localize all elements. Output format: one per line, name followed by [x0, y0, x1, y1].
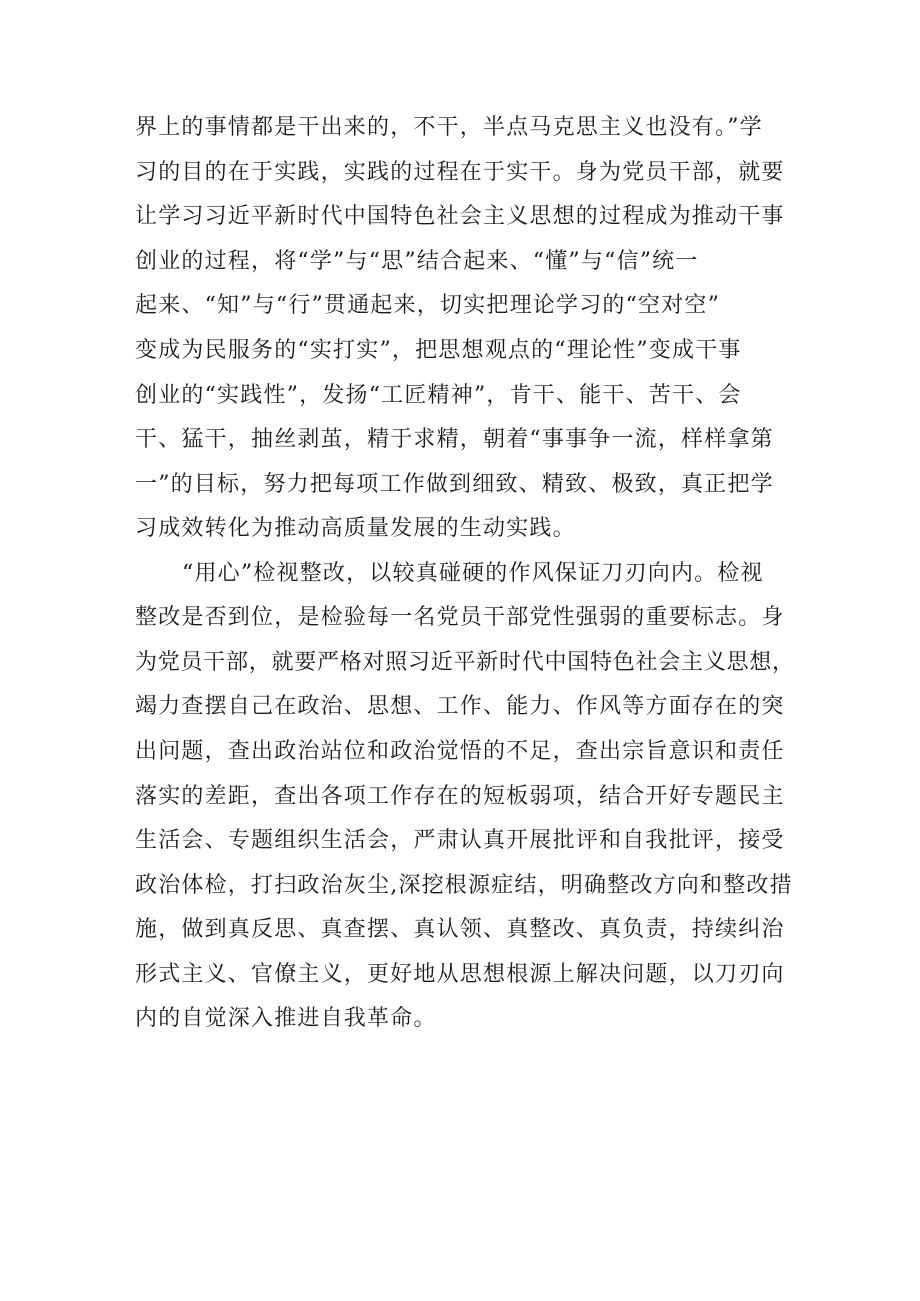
- paragraph-2-line: 竭力查摆自己在政治、思想、工作、能力、作风等方面存在的突: [135, 694, 785, 719]
- paragraph-1-line: 变成为民服务的“实打实”，把思想观点的“理论性”变成干事: [135, 338, 742, 363]
- paragraph-1-line: 让学习习近平新时代中国特色社会主义思想的过程成为推动干事: [135, 204, 785, 229]
- paragraph-2-line: 落实的差距，查出各项工作存在的短板弱项，结合开好专题民主: [135, 784, 785, 809]
- paragraph-1-line: 一”的目标，努力把每项工作做到细致、精致、极致，真正把学: [135, 472, 774, 497]
- paragraph-2-line: 形式主义、官僚主义，更好地从思想根源上解决问题，以刀刃向: [135, 962, 785, 987]
- paragraph-2-line: 出问题，查出政治站位和政治觉悟的不足，查出宗旨意识和责任: [135, 739, 785, 764]
- paragraph-2-line: 为党员干部，就要严格对照习近平新时代中国特色社会主义思想，: [135, 650, 795, 675]
- paragraph-2-line: “用心”检视整改，以较真碰硬的作风保证刀刃向内。检视: [182, 561, 764, 586]
- paragraph-1-line: 创业的过程，将“学”与“思”结合起来、“懂”与“信”统一: [135, 249, 699, 274]
- paragraph-1-line: 起来、“知”与“行”贯通起来，切实把理论学习的“空对空”: [135, 293, 721, 318]
- paragraph-1-line: 习的目的在于实践，实践的过程在于实干。身为党员干部，就要: [135, 160, 785, 185]
- paragraph-2-line: 生活会、专题组织生活会，严肃认真开展批评和自我批评，接受: [135, 828, 785, 853]
- paragraph-1-line: 习成效转化为推动高质量发展的生动实践。: [135, 516, 576, 541]
- paragraph-1-line: 干、猛干，抽丝剥茧，精于求精，朝着“事事争一流，样样拿第: [135, 427, 774, 452]
- paragraph-2-line: 施，做到真反思、真查摆、真认领、真整改、真负责，持续纠治: [135, 917, 785, 942]
- paragraph-2-line: 政治体检，打扫政治灰尘,深挖根源症结，明确整改方向和整改措: [135, 873, 793, 898]
- paragraph-2-line: 整改是否到位，是检验每一名党员干部党性强弱的重要标志。身: [135, 605, 785, 630]
- paragraph-1-line: 界上的事情都是干出来的，不干，半点马克思主义也没有。”学: [135, 115, 763, 140]
- paragraph-2-line: 内的自觉深入推进自我革命。: [135, 1006, 437, 1031]
- paragraph-1-line: 创业的“实践性”，发扬“工匠精神”，肯干、能干、苦干、会: [135, 383, 742, 408]
